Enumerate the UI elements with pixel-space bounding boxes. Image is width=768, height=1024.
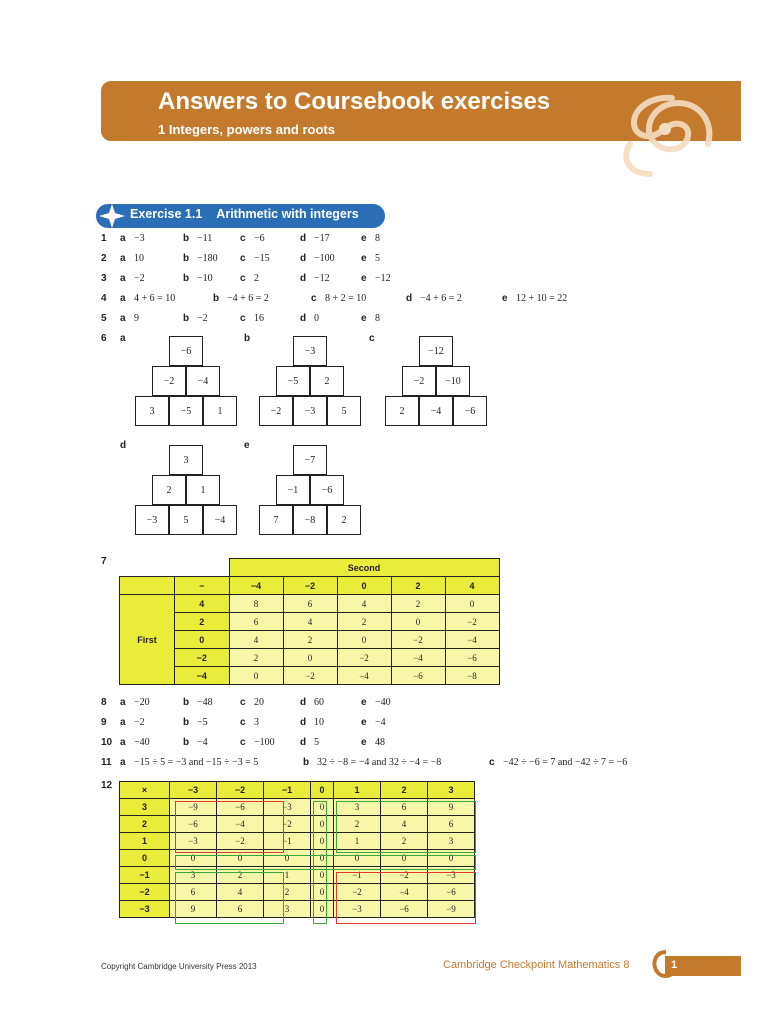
pyramid-cell: −4 [419,396,453,426]
pyramid-label: c [369,333,375,344]
table-cell: 3 [264,901,311,918]
answer-value: −40 [375,697,391,708]
table-row [120,649,500,667]
pyramid-cell: −4 [186,366,220,396]
pyramid-cell: −4 [203,505,237,535]
column-header: 2 [381,782,428,799]
row-header: −2 [175,649,230,667]
answer-value: 8 [375,233,380,244]
part-letter: c [311,293,317,304]
answer-value: −11 [197,233,213,244]
part-letter: d [300,737,307,748]
table-cell: 4 [217,884,264,901]
table-cell: −2 [337,649,391,667]
table-row [120,613,500,631]
table-cell: 6 [229,613,283,631]
table-cell: −3 [428,867,475,884]
part-letter: b [183,313,190,324]
pyramid-cell: −1 [276,475,310,505]
row-header: −3 [120,901,170,918]
answer-value: −2 [134,717,145,728]
table-cell: 0 [311,901,334,918]
question-number: 1 [101,233,107,244]
answer-value: −12 [375,273,391,284]
part-letter: c [240,233,246,244]
table-cell: −4 [445,631,499,649]
answer-value: 3 [254,717,259,728]
column-header: 3 [428,782,475,799]
pyramid-label: d [120,440,127,451]
table-cell: 2 [391,595,445,613]
part-letter: a [120,757,126,768]
table-cell: −4 [337,667,391,685]
part-letter: e [361,273,367,284]
answer-value: −4 + 6 = 2 [420,293,462,304]
table-cell: −3 [170,833,217,850]
table-row [120,667,500,685]
pyramid-cell: −2 [259,396,293,426]
pyramid-cell: 5 [327,396,361,426]
table-cell: −4 [217,816,264,833]
table-cell: 0 [334,850,381,867]
table-cell: 2 [381,833,428,850]
table-corner: × [120,782,170,799]
table-blank [120,559,175,577]
answer-value: 12 + 10 = 22 [516,293,568,304]
row-header: −4 [175,667,230,685]
pyramid-cell: −6 [169,336,203,366]
table-cell: −6 [428,884,475,901]
part-letter: c [240,717,246,728]
table-cell: 0 [283,649,337,667]
answer-value: −10 [197,273,213,284]
table-row [120,631,500,649]
pyramid-cell: −8 [293,505,327,535]
table-cell: −2 [381,867,428,884]
table-cell: 2 [217,867,264,884]
question-number: 4 [101,293,107,304]
table-cell: −2 [334,884,381,901]
star-icon [98,203,126,229]
part-letter: c [240,737,246,748]
table-cell: −8 [445,667,499,685]
table-cell: 6 [428,816,475,833]
part-letter: c [240,253,246,264]
table-cell: 1 [264,867,311,884]
table-cell: 2 [229,649,283,667]
answer-value: −48 [197,697,213,708]
table-row [120,867,475,884]
question-number: 3 [101,273,107,284]
table-cell: −6 [391,667,445,685]
table-cell: −3 [334,901,381,918]
table-cell: 9 [170,901,217,918]
part-letter: b [183,233,190,244]
table-cell: −2 [217,833,264,850]
row-header: 1 [120,833,170,850]
part-letter: b [213,293,220,304]
column-header: −1 [264,782,311,799]
answer-value: −15 [254,253,270,264]
copyright: Copyright Cambridge University Press 2013 [101,962,257,971]
part-letter: e [361,697,367,708]
part-letter: e [361,717,367,728]
answer-value: −2 [134,273,145,284]
table-cell: 4 [283,613,337,631]
pyramid-cell: −7 [293,445,327,475]
pyramid-cell: 7 [259,505,293,535]
answer-value: 5 [314,737,319,748]
table-row [120,799,475,816]
table-cell: 4 [381,816,428,833]
table-cell: −1 [264,833,311,850]
answer-value: 4 + 6 = 10 [134,293,176,304]
answer-value: −2 [197,313,208,324]
pyramid-cell: −6 [310,475,344,505]
column-header: 0 [311,782,334,799]
table-cell: −3 [264,799,311,816]
pyramid-cell: −12 [419,336,453,366]
answer-value: 10 [134,253,144,264]
table-cell: 0 [229,667,283,685]
row-header: 2 [120,816,170,833]
part-letter: b [183,717,190,728]
question-number: 12 [101,780,113,791]
table-cell: 6 [217,901,264,918]
answer-value: 10 [314,717,324,728]
part-letter: d [406,293,413,304]
table-cell: 0 [311,884,334,901]
table-cell: −9 [170,799,217,816]
table-cell: −9 [428,901,475,918]
pyramid-cell: −6 [453,396,487,426]
table-cell: 2 [337,613,391,631]
part-letter: c [240,313,246,324]
page-number: 1 [671,959,678,971]
answer-value: 2 [254,273,259,284]
pyramid-cell: −5 [169,396,203,426]
table-cell: 2 [334,816,381,833]
answer-value: 32 ÷ −8 = −4 and 32 ÷ −4 = −8 [317,757,442,768]
table-cell: 3 [428,833,475,850]
table-cell: 1 [334,833,381,850]
pyramid-cell: 2 [385,396,419,426]
pyramid-cell: 2 [310,366,344,396]
table-cell: 0 [337,631,391,649]
table-cell: 3 [334,799,381,816]
part-letter: c [489,757,495,768]
table-cell: 8 [229,595,283,613]
table-cell: −2 [264,816,311,833]
book-title: Cambridge Checkpoint Mathematics 8 [443,959,630,971]
page-subtitle: 1 Integers, powers and roots [158,122,335,137]
pyramid-cell: −2 [152,366,186,396]
row-header: 0 [120,850,170,867]
part-letter: c [240,697,246,708]
pyramid-cell: −10 [436,366,470,396]
part-letter: b [183,737,190,748]
answer-value: 9 [134,313,139,324]
table-row [120,884,475,901]
part-letter: e [361,313,367,324]
answer-value: 20 [254,697,264,708]
table-cell: 4 [337,595,391,613]
pyramid-label: b [244,333,251,344]
part-letter: a [120,293,126,304]
part-letter: a [120,313,126,324]
answer-value: −20 [134,697,150,708]
part-letter: b [183,697,190,708]
table-cell: 0 [391,613,445,631]
question-number: 2 [101,253,107,264]
table-row [120,816,475,833]
answer-value: −4 [375,717,386,728]
table-cell: −6 [170,816,217,833]
table-header-row [120,782,475,799]
table-row [120,833,475,850]
exercise-label: Exercise 1.1 [130,207,203,221]
table-cell: 6 [381,799,428,816]
table-cell: 0 [381,850,428,867]
pyramid-cell: −2 [402,366,436,396]
column-header: 0 [337,577,391,595]
row-header: 0 [175,631,230,649]
table-cell: 2 [264,884,311,901]
pyramid-label: e [244,440,250,451]
table-cell: −6 [217,799,264,816]
pyramid-cell: −3 [293,336,327,366]
column-header: 4 [445,577,499,595]
answer-value: −3 [134,233,145,244]
row-header: −1 [120,867,170,884]
table-cell: 6 [170,884,217,901]
table-cell: 4 [229,631,283,649]
table-blank [175,559,230,577]
subtraction-table [119,558,500,685]
table-cell: 0 [264,850,311,867]
answer-value: 16 [254,313,264,324]
part-letter: a [120,253,126,264]
question-number: 5 [101,313,107,324]
pyramid-label: a [120,333,126,344]
part-letter: c [240,273,246,284]
row-header: −2 [120,884,170,901]
page-title: Answers to Coursebook exercises [158,88,551,115]
pyramid-cell: −3 [293,396,327,426]
answer-value: −17 [314,233,330,244]
table-row [120,901,475,918]
part-letter: e [361,233,367,244]
part-letter: d [300,233,307,244]
table-cell: 0 [311,850,334,867]
table-cell: −2 [445,613,499,631]
part-letter: e [502,293,508,304]
answer-value: 8 [375,313,380,324]
swirl-logo-icon [590,74,740,184]
column-header: −3 [170,782,217,799]
pyramid-cell: 3 [169,445,203,475]
part-letter: b [303,757,310,768]
table-blank [120,577,175,595]
answer-value: 60 [314,697,324,708]
answer-value: −180 [197,253,218,264]
table-cell: 0 [445,595,499,613]
column-header: 1 [334,782,381,799]
pyramid-cell: 1 [186,475,220,505]
table-corner: − [175,577,230,595]
column-header: −2 [217,782,264,799]
part-letter: e [361,253,367,264]
table-cell: 0 [311,833,334,850]
pyramid-cell: 1 [203,396,237,426]
part-letter: b [183,253,190,264]
row-header: 4 [175,595,230,613]
part-letter: a [120,697,126,708]
table-cell: −4 [381,884,428,901]
table-cell: −2 [283,667,337,685]
exercise-title: Arithmetic with integers [216,207,359,221]
part-letter: b [183,273,190,284]
answer-value: −12 [314,273,330,284]
part-letter: d [300,717,307,728]
table-cell: 0 [170,850,217,867]
table-cell: −1 [334,867,381,884]
column-header: 2 [391,577,445,595]
table-cell: 0 [217,850,264,867]
table-row [120,595,500,613]
column-header: −2 [283,577,337,595]
part-letter: d [300,253,307,264]
pyramid-cell: 5 [169,505,203,535]
part-letter: e [361,737,367,748]
answer-value: 48 [375,737,385,748]
pyramid-cell: 2 [327,505,361,535]
part-letter: d [300,313,307,324]
answer-value: 0 [314,313,319,324]
part-letter: d [300,273,307,284]
table-cell: −6 [381,901,428,918]
table-cell: −6 [445,649,499,667]
first-label: First [120,595,175,685]
part-letter: a [120,273,126,284]
table-cell: 0 [311,867,334,884]
part-letter: d [300,697,307,708]
question-number: 11 [101,757,112,768]
column-header: −4 [229,577,283,595]
exercise-heading [130,207,359,221]
second-label: Second [229,559,499,577]
table-cell: 0 [428,850,475,867]
answer-value: −15 ÷ 5 = −3 and −15 ÷ −3 = 5 [134,757,259,768]
answer-value: −6 [254,233,265,244]
table-cell: −4 [391,649,445,667]
part-letter: a [120,717,126,728]
table-cell: 3 [170,867,217,884]
pyramid-cell: 2 [152,475,186,505]
answer-value: −4 [197,737,208,748]
answer-value: −100 [254,737,275,748]
table-cell: 9 [428,799,475,816]
pyramid-cell: 3 [135,396,169,426]
table-cell: 6 [283,595,337,613]
table-cell: 2 [283,631,337,649]
part-letter: a [120,737,126,748]
table-cell: 0 [311,799,334,816]
question-number: 7 [101,556,107,567]
question-number: 10 [101,737,113,748]
answer-value: −100 [314,253,335,264]
multiplication-table [119,781,475,918]
answer-value: −4 + 6 = 2 [227,293,269,304]
answer-value: −5 [197,717,208,728]
pyramid-cell: −5 [276,366,310,396]
answer-value: 5 [375,253,380,264]
table-cell: −2 [391,631,445,649]
answer-value: −42 ÷ −6 = 7 and −42 ÷ 7 = −6 [503,757,628,768]
answer-value: −40 [134,737,150,748]
part-letter: a [120,233,126,244]
answer-value: 8 + 2 = 10 [325,293,367,304]
table-row [120,850,475,867]
table-cell: 0 [311,816,334,833]
question-number: 6 [101,333,107,344]
question-number: 9 [101,717,107,728]
row-header: 2 [175,613,230,631]
pyramid-cell: −3 [135,505,169,535]
question-number: 8 [101,697,107,708]
row-header: 3 [120,799,170,816]
